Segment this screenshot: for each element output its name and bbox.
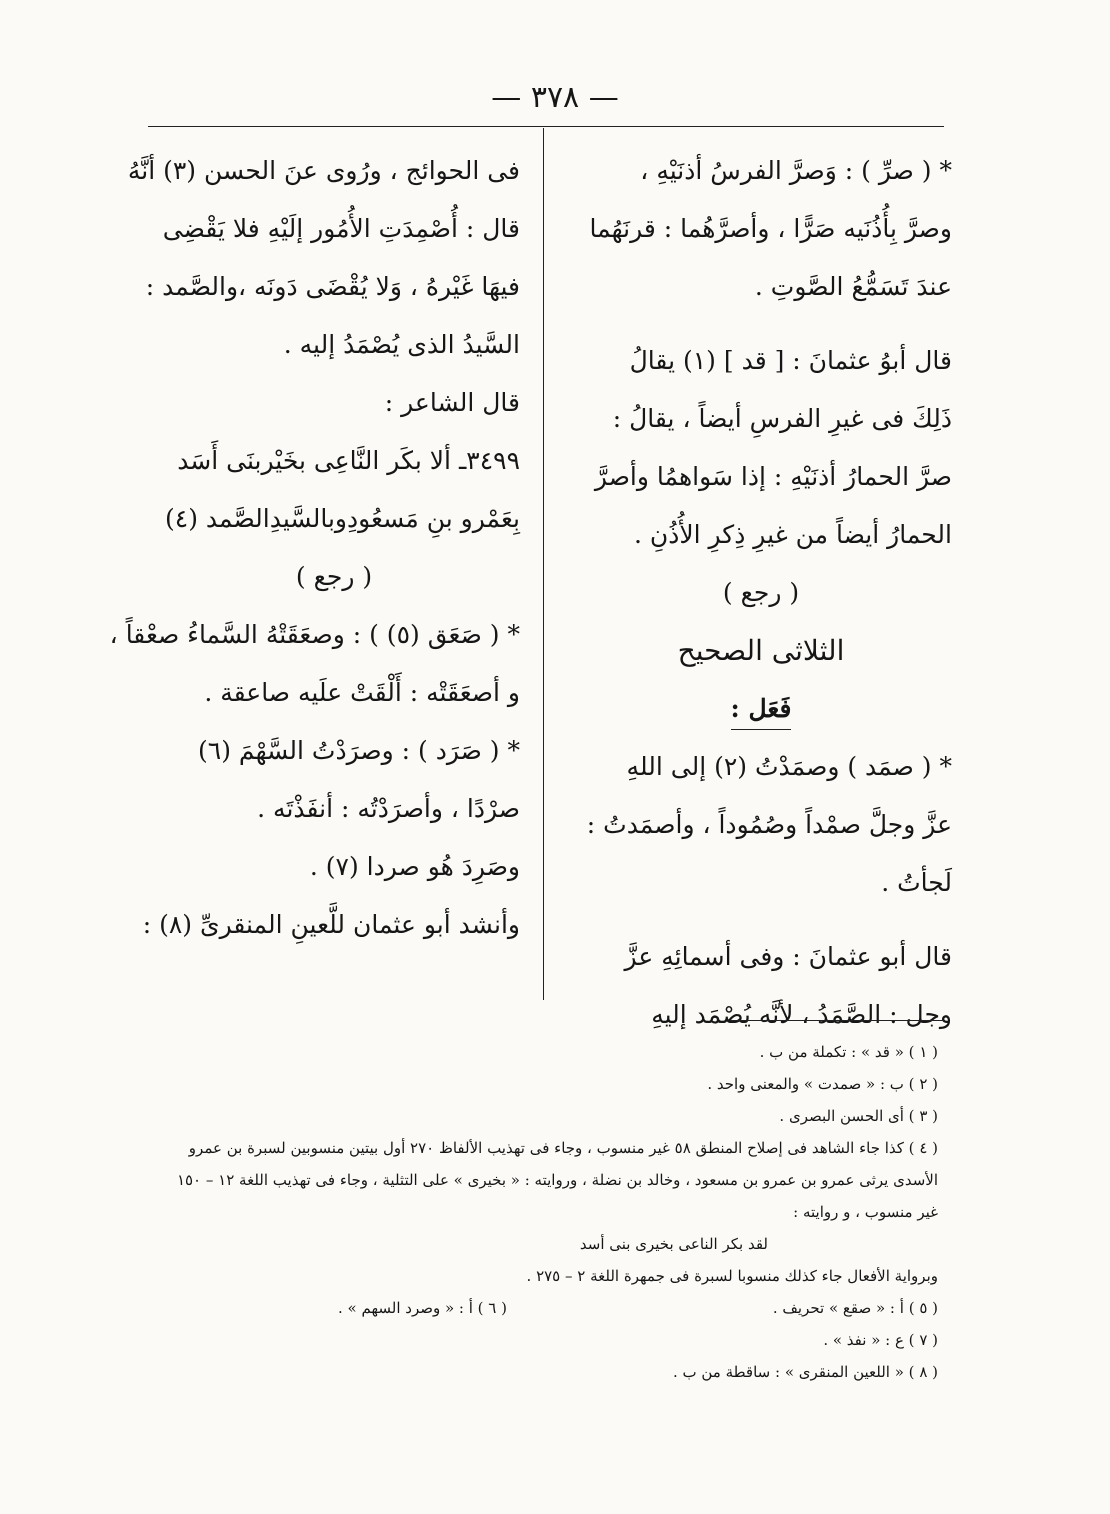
text-line: فيهَا غَيْرهُ ، وَلا يُقْضَى دَونَه ،والصَّمد : xyxy=(145,272,520,301)
text-line: * ( صَعَق (٥) ) : وصعَقَتْهُ السَّماءُ صعْقاً ، xyxy=(109,620,520,649)
verse-line: ٣٤٩٩ـ ألا بكَر النَّاعِى بخَيْربنَى أَسَد xyxy=(177,446,520,475)
footnote: ( ٧ ) ع : « نفذ » . xyxy=(823,1331,938,1349)
right-column xyxy=(570,142,952,1044)
text-line: عندَ تَسَمُّعُ الصَّوتِ . xyxy=(754,272,952,301)
footnote: ( ١ ) « قد » : تكملة من ب . xyxy=(759,1043,938,1061)
text-line: وجل : الصَّمَدُ ، لأنَّه يُصْمَد إليهِ xyxy=(651,1000,952,1029)
footnote: غير منسوب ، و روايته : xyxy=(793,1203,938,1221)
text-line: قال الشاعر : xyxy=(384,388,520,417)
text-line: * ( صمَد ) وصمَدْتُ (٢) إلى اللهِ xyxy=(626,752,952,781)
footnote-verse: لقد بكر الناعى بخيرى بنى أسد xyxy=(579,1235,768,1253)
text-line: وصرَّ بِأُذُنَيه صَرًّا ، وأصرَّهُما : قرنَهُما xyxy=(589,214,952,243)
text-line: وصَرِدَ هُو صردا (٧) . xyxy=(309,852,520,881)
page-number: — ٣٧٨ — xyxy=(491,80,619,115)
footnote: ( ٦ ) أ : « وصرد السهم » . xyxy=(338,1299,507,1317)
text-line: * ( صرِّ ) : وَصرَّ الفرسُ أذنَيْهِ ، xyxy=(640,156,952,185)
verse-line: بِعَمْرو بنِ مَسعُودِوبالسَّيدِالصَّمد (٤) xyxy=(165,504,520,533)
footnote-pair xyxy=(338,1292,938,1324)
footnote: ( ٤ ) كذا جاء الشاهد فى إصلاح المنطق ٥٨ غير منسوب ، وجاء فى تهذيب الألفاظ ٢٧٠ أول بيتين منسوبين لسبرة بن عمرو xyxy=(188,1139,938,1157)
text-line: فى الحوائج ، ورُوى عنَ الحسن (٣) أنَّهُ xyxy=(127,156,520,185)
section-marker-return: ( رجع ) xyxy=(722,578,800,607)
footnote: ( ٥ ) أ : « صقع » تحريف . xyxy=(772,1299,938,1317)
text-line: عزَّ وجلَّ صمْداً وصُمُوداً ، وأصمَدتُ : xyxy=(586,810,952,839)
left-column xyxy=(109,142,520,954)
footnote: ( ٣ ) أى الحسن البصرى . xyxy=(779,1107,938,1125)
text-line: ذَلِكَ فى غيرِ الفرسِ أيضاً ، يقالُ : xyxy=(612,404,952,433)
column-divider xyxy=(543,128,544,1000)
section-heading: الثلاثى الصحيح xyxy=(677,634,845,667)
subheading-fa-al: فَعَل : xyxy=(731,689,792,730)
footnote: ( ٢ ) ب : « صمدت » والمعنى واحد . xyxy=(707,1075,938,1093)
footnote: ( ٨ ) « اللعين المنقرى » : ساقطة من ب . xyxy=(672,1363,938,1381)
text-line: صرَّ الحمارُ أذنَيْهِ : إذا سَواهمُا وأصرَّ xyxy=(594,462,952,491)
text-line: قال : أُصْمِدَتِ الأُمُور إلَيْهِ فلا يَقْضِى xyxy=(162,214,520,243)
text-line: وأنشد أبو عثمان للَّعينِ المنقرىِّ (٨) : xyxy=(142,910,520,939)
text-line: السَّيدُ الذى يُصْمَدُ إليه . xyxy=(283,330,520,359)
text-line: صرْدًا ، وأصرَدْتُه : أنفَذْتَه . xyxy=(257,794,520,823)
text-line: قال أبو عثمانَ : وفى أسمائِهِ عزَّ xyxy=(624,942,952,971)
footnote: وبرواية الأفعال جاء كذلك منسوبا لسبرة فى جمهرة اللغة ٢ – ٢٧٥ . xyxy=(526,1267,938,1285)
header-rule xyxy=(148,126,944,127)
text-line: قال أبوُ عثمانَ : [ قد ] (١) يقالُ xyxy=(629,346,952,375)
text-line: الحمارُ أيضاً من غيرِ ذِكرِ الأُذُنِ . xyxy=(633,520,952,549)
text-line: لَجأتُ . xyxy=(881,868,952,897)
footnotes-rule xyxy=(730,1020,944,1021)
text-line: * ( صَرَد ) : وصرَدْتُ السَّهْمَ (٦) xyxy=(198,736,520,765)
footnotes xyxy=(118,1036,938,1388)
text-line: و أصعَقَتْه : أَلْقَتْ علَيه صاعقة . xyxy=(204,678,520,707)
section-marker-return: ( رجع ) xyxy=(295,562,373,591)
footnote: الأسدى يرثى عمرو بن عمرو بن مسعود ، وخالد بن نضلة ، وروايته : « بخيرى » على التثلية ، وجاء فى تهذيب اللغة ١٢ – ١٥٠ xyxy=(176,1171,938,1189)
